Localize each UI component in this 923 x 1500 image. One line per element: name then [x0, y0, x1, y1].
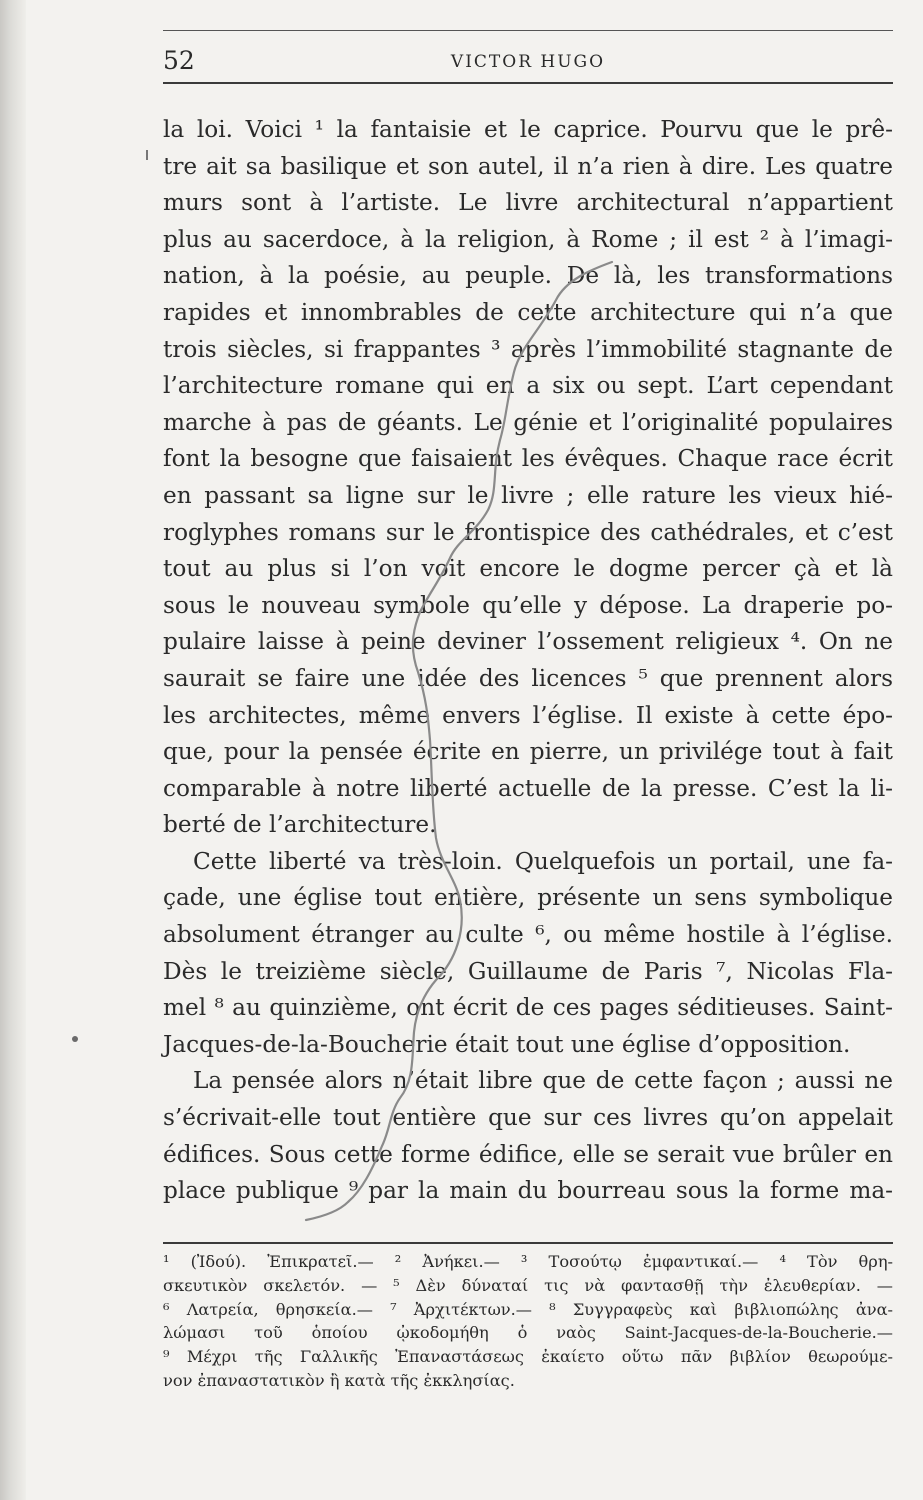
text-line: roglyphes romans sur le frontispice des cathédrales, et c’est [163, 518, 893, 546]
text-line: sous le nouveau symbole qu’elle y dépose. La draperie po- [163, 591, 893, 619]
text-line: Dès le treizième siècle, Guillaume de Paris ⁷, Nicolas Fla- [163, 957, 893, 985]
text-line: s’écrivait-elle tout entière que sur ces livres qu’on appelait [163, 1104, 893, 1132]
text-line: font la besogne que faisaient les évêques. Chaque race écrit [163, 445, 893, 473]
text-line: que, pour la pensée écrite en pierre, un privilége tout à fait [163, 738, 893, 766]
text-line: plus au sacerdoce, à la religion, à Rome ; il est ² à l’imagi- [163, 225, 893, 253]
text-line: saurait se faire une idée des licences ⁵ que prennent alors [163, 664, 893, 692]
footnote-line: ⁹ Μέχρι τῆς Γαλλικῆς Ἐπαναστάσεως ἐκαίετο οὕτω πᾶν βιβλίον θεωρούμε- [163, 1347, 893, 1367]
text-line: comparable à notre liberté actuelle de la presse. C’est la li- [163, 774, 893, 802]
text-line: la loi. Voici ¹ la fantaisie et le caprice. Pourvu que le prê- [163, 116, 893, 143]
page-header [163, 42, 893, 82]
text-line: place publique ⁹ par la main du bourreau sous la forme ma- [163, 1177, 893, 1205]
margin-mark [146, 150, 148, 160]
footnotes [163, 1250, 893, 1393]
text-line: mel ⁸ au quinzième, ont écrit de ces pages séditieuses. Saint- [163, 994, 893, 1022]
text-line: tout au plus si l’on voit encore le dogme percer çà et là [163, 555, 893, 583]
top-rule [163, 30, 893, 31]
footnote-line: λώμασι τοῦ ὁποίου ᾠκοδομήθη ὁ ναὸς Saint-Jacques-de-la-Boucherie.— [163, 1323, 893, 1343]
text-line: absolument étranger au culte ⁶, ou même hostile à l’église. [163, 921, 893, 949]
text-line: çade, une église tout entière, présente un sens symbolique [163, 884, 893, 912]
page-number: 52 [163, 46, 195, 75]
footnote-rule [163, 1242, 893, 1244]
text-line: marche à pas de géants. Le génie et l’originalité populaires [163, 408, 893, 436]
text-line-paragraph-start: La pensée alors n’était libre que de cette façon ; aussi ne [193, 1067, 893, 1095]
footnote-line: νον ἐπαναστατικὸν ἢ κατὰ τῆς ἐκκλησίας. [163, 1370, 515, 1390]
book-gutter-shadow [0, 0, 26, 1500]
text-line: rapides et innombrables de cette architecture qui n’a que [163, 298, 893, 326]
header-rule [163, 82, 893, 84]
text-line: l’architecture romane qui en a six ou sept. L’art cependant [163, 372, 893, 400]
text-line: les architectes, même envers l’église. Il existe à cette épo- [163, 701, 893, 729]
running-title: VICTOR HUGO [450, 52, 606, 72]
margin-spot [72, 1036, 78, 1042]
text-line: en passant sa ligne sur le livre ; elle rature les vieux hié- [163, 481, 893, 509]
text-line-paragraph-end: Jacques-de-la-Boucherie était tout une église d’opposition. [163, 1030, 851, 1058]
text-line: murs sont à l’artiste. Le livre architectural n’appartient [163, 189, 893, 217]
text-line: tre ait sa basilique et son autel, il n’a rien à dire. Les quatre [163, 152, 893, 180]
footnote-line: ⁶ Λατρεία, θρησκεία.— ⁷ Ἀρχιτέκτων.— ⁸ Συγγραφεὺς καὶ βιβλιοπώλης ἀνα- [163, 1299, 893, 1319]
text-line-paragraph-end: berté de l’architecture. [163, 811, 437, 839]
text-line-paragraph-start: Cette liberté va très-loin. Quelquefois un portail, une fa- [193, 847, 893, 875]
footnote-line: σκευτικὸν σκελετόν. — ⁵ Δὲν δύναταί τις νὰ φαντασθῇ τὴν ἐλευθερίαν. — [163, 1275, 893, 1295]
text-line: trois siècles, si frappantes ³ après l’immobilité stagnante de [163, 335, 893, 363]
footnote-line: ¹ (Ἰδού). Ἐπικρατεῖ.— ² Ἀνήκει.— ³ Τοσούτῳ ἐμφαντικαί.— ⁴ Τὸν θρη- [163, 1252, 893, 1271]
text-line: édifices. Sous cette forme édifice, elle se serait vue brûler en [163, 1140, 893, 1168]
main-text [163, 112, 893, 1210]
text-line: nation, à la poésie, au peuple. De là, les transformations [163, 262, 893, 290]
text-line: pulaire laisse à peine deviner l’ossement religieux ⁴. On ne [163, 628, 893, 656]
